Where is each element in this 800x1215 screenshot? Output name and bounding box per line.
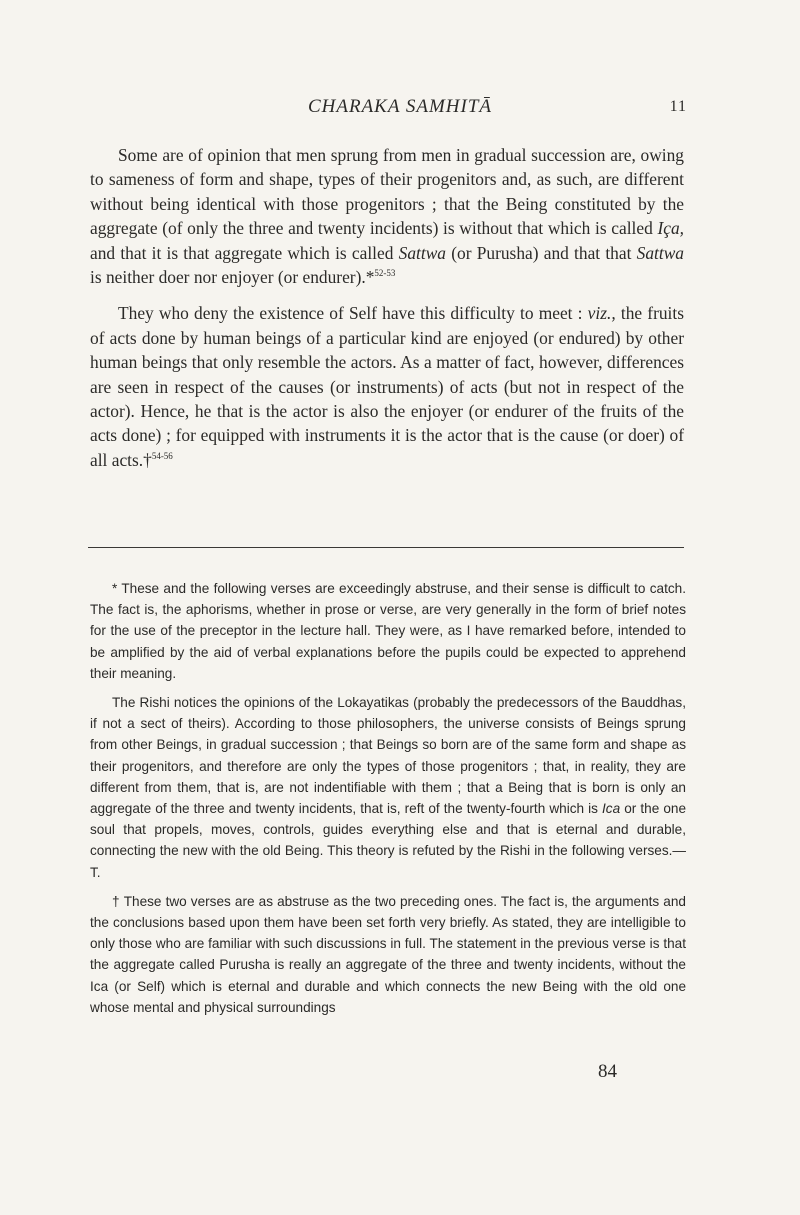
italic-term: Ica (602, 801, 621, 817)
paragraph (90, 301, 684, 472)
italic-term: Sattwa (398, 242, 446, 263)
text-run: The Rishi notices the opinions of the Lokayatikas (probably the predecessors of the Bauddhas, if not a sect of theirs). According to those philosophers, the universe consists of Beings sprung from other Beings, in gradual succession ; that Beings so born are of the same form and shape as their progenitors, and therefore are only the types of those progenitors ; that, in reality, they are different from them, that is, are not indentifiable with them ; that a Being that is born is only an aggregate of the three and twenty incidents, that is, reft of the twenty-fourth which is (90, 695, 686, 817)
footnote (90, 692, 686, 883)
italic-term: Sattwa (636, 242, 684, 263)
footnotes (90, 578, 686, 1026)
footnote-divider (88, 547, 684, 548)
main-text (90, 143, 684, 484)
page-header (0, 96, 800, 120)
footnote: * These and the following verses are exceedingly abstruse, and their sense is difficult to catch. The fact is, the aphorisms, whether in prose or verse, are very generally in the form of brief notes for the use of the preceptor in the lecture hall. They were, as I have remarked before, intended to be amplified by the aid of verbal explanations before the pupils could be expected to apprehend their meaning. (90, 581, 686, 681)
text-run: They who deny the existence of Self have this difficulty to meet : (118, 303, 588, 324)
italic-term: viz., (587, 303, 616, 324)
folio-number: 84 (598, 1061, 617, 1082)
verse-number: 54-56 (151, 451, 173, 462)
text-run: is neither doer nor enjoyer (or endurer).* (90, 267, 375, 288)
page-number: 11 (669, 98, 687, 115)
verse-number: 52-53 (374, 268, 396, 279)
text-run: the fruits of acts done by human beings of a particular kind are enjoyed (or endured) by other human beings that only resemble the actors. As a matter of fact, however, differences are seen in respect of the causes (or instruments) of acts (but not in respect of the actor). Hence, he that is the actor is also the enjoyer (or endurer of the fruits of the acts done) ; for equipped with instruments it is the actor that is the cause (or doer) of all acts.† (90, 303, 684, 470)
text-run: or the one soul that propels, moves, controls, guides everything else and that is eternal and durable, connecting the new with the old Being. This theory is refuted by the Rishi in the following verses.—T. (90, 801, 686, 880)
text-run: Some are of opinion that men sprung from men in gradual succession are, owing to sameness of form and shape, types of their progenitors and, as such, are different without being identical with those progenitors ; that the Being constituted by the aggregate (of only the three and twenty incidents) is without that which is called (90, 145, 684, 239)
paragraph (90, 143, 684, 289)
footnote: † These two verses are as abstruse as the two preceding ones. The fact is, the arguments and the conclusions based upon them have been set forth very briefly. As stated, they are intelligible to only those who are familiar with such discussions in full. The statement in the previous verse is that the aggregate called Purusha is really an aggregate of the three and twenty incidents, without the Ica (or Self) which is eternal and durable and which connects the new Being with the old one whose mental and physical surroundings (90, 893, 686, 1015)
text-run: (or Purusha) and that that (446, 242, 637, 263)
italic-term: Iça, (657, 218, 684, 239)
running-title: CHARAKA SAMHITĀ (307, 96, 493, 117)
text-run: and that it is that aggregate which is called (90, 242, 399, 263)
